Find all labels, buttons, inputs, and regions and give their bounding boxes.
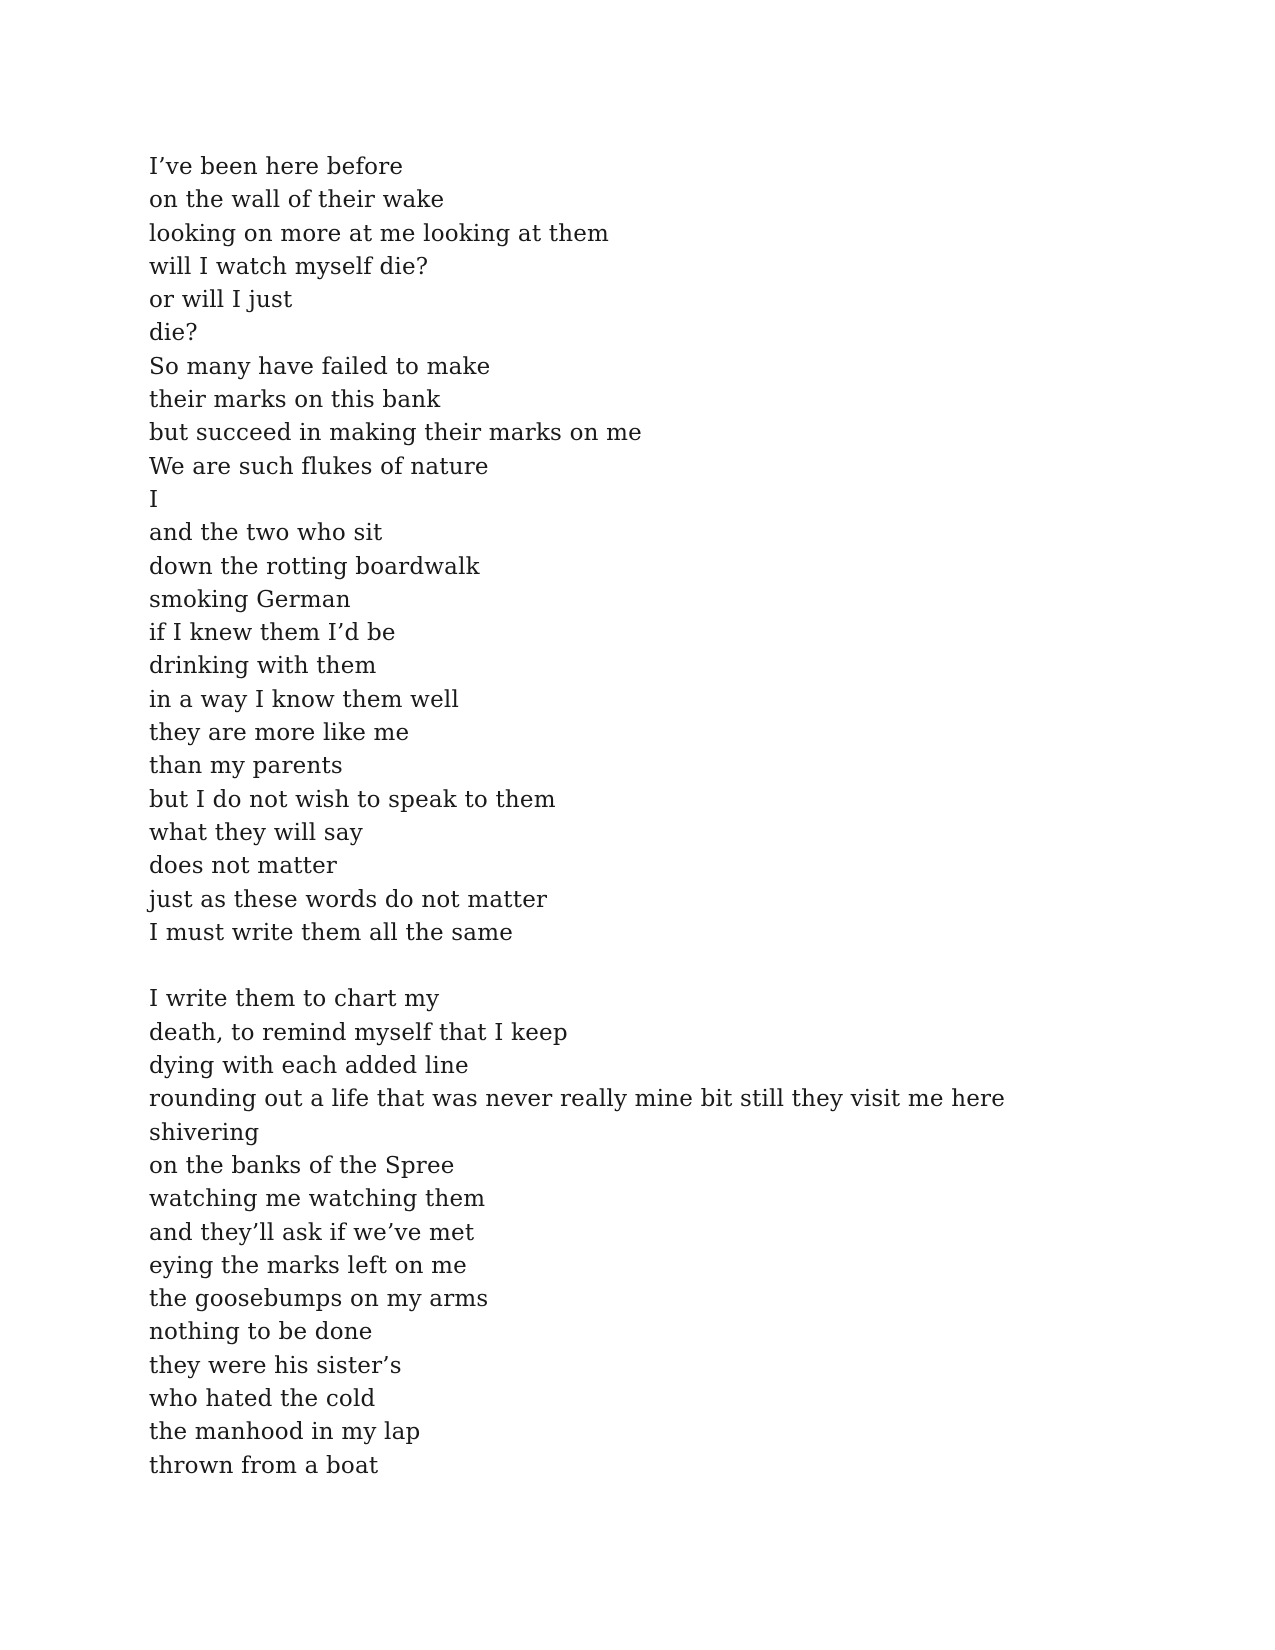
poem-line: in a way I know them well xyxy=(149,686,459,713)
poem-line: down the rotting boardwalk xyxy=(149,553,480,580)
poem-line: smoking German xyxy=(149,586,351,613)
poem-line: who hated the cold xyxy=(149,1385,376,1412)
poem-line: So many have failed to make xyxy=(149,353,491,380)
poem-line: they were his sister’s xyxy=(149,1352,402,1379)
poem-line: or will I just xyxy=(149,287,293,314)
poem-line: We are such flukes of nature xyxy=(149,453,489,480)
poem-line: I’ve been here before xyxy=(149,154,404,180)
poem-line: than my parents xyxy=(149,753,343,780)
poem-line: but I do not wish to speak to them xyxy=(149,786,556,813)
poem-line: and the two who sit xyxy=(149,520,383,547)
poem-line: will I watch myself die? xyxy=(149,253,429,280)
poem-line: I must write them all the same xyxy=(149,919,514,946)
poem-line: their marks on this bank xyxy=(149,387,441,414)
poem-line: does not matter xyxy=(149,853,338,880)
poem-line: shivering xyxy=(149,1119,260,1146)
poem-line: watching me watching them xyxy=(149,1186,486,1213)
poem-line: if I knew them I’d be xyxy=(149,620,396,647)
poem-line: thrown from a boat xyxy=(149,1452,379,1479)
poem-line: dying with each added line xyxy=(149,1053,469,1080)
poem-line: on the wall of their wake xyxy=(149,187,445,214)
poem-line: the manhood in my lap xyxy=(149,1419,421,1446)
poem-line: rounding out a life that was never really mine bit still they visit me here xyxy=(149,1086,1006,1113)
poem-line: and they’ll ask if we’ve met xyxy=(149,1219,475,1246)
stanza-1 xyxy=(149,151,1149,950)
poem-line: but succeed in making their marks on me xyxy=(149,420,642,447)
poem-line: looking on more at me looking at them xyxy=(149,220,610,247)
poem-line: drinking with them xyxy=(149,653,377,680)
poem-body xyxy=(149,151,1149,1483)
poem-line: what they will say xyxy=(149,819,363,846)
poem-line: just as these words do not matter xyxy=(149,886,548,913)
poem-line: die? xyxy=(149,320,198,347)
poem-line: the goosebumps on my arms xyxy=(149,1286,489,1313)
poem-line: eying the marks left on me xyxy=(149,1252,467,1279)
poem-line: on the banks of the Spree xyxy=(149,1152,455,1179)
poem-line: I xyxy=(149,486,159,513)
poem-line: they are more like me xyxy=(149,720,410,747)
poem-line: I write them to chart my xyxy=(149,986,440,1013)
poem-line: death, to remind myself that I keep xyxy=(149,1019,568,1046)
stanza-2 xyxy=(149,983,1149,1482)
poem-line: nothing to be done xyxy=(149,1319,373,1346)
